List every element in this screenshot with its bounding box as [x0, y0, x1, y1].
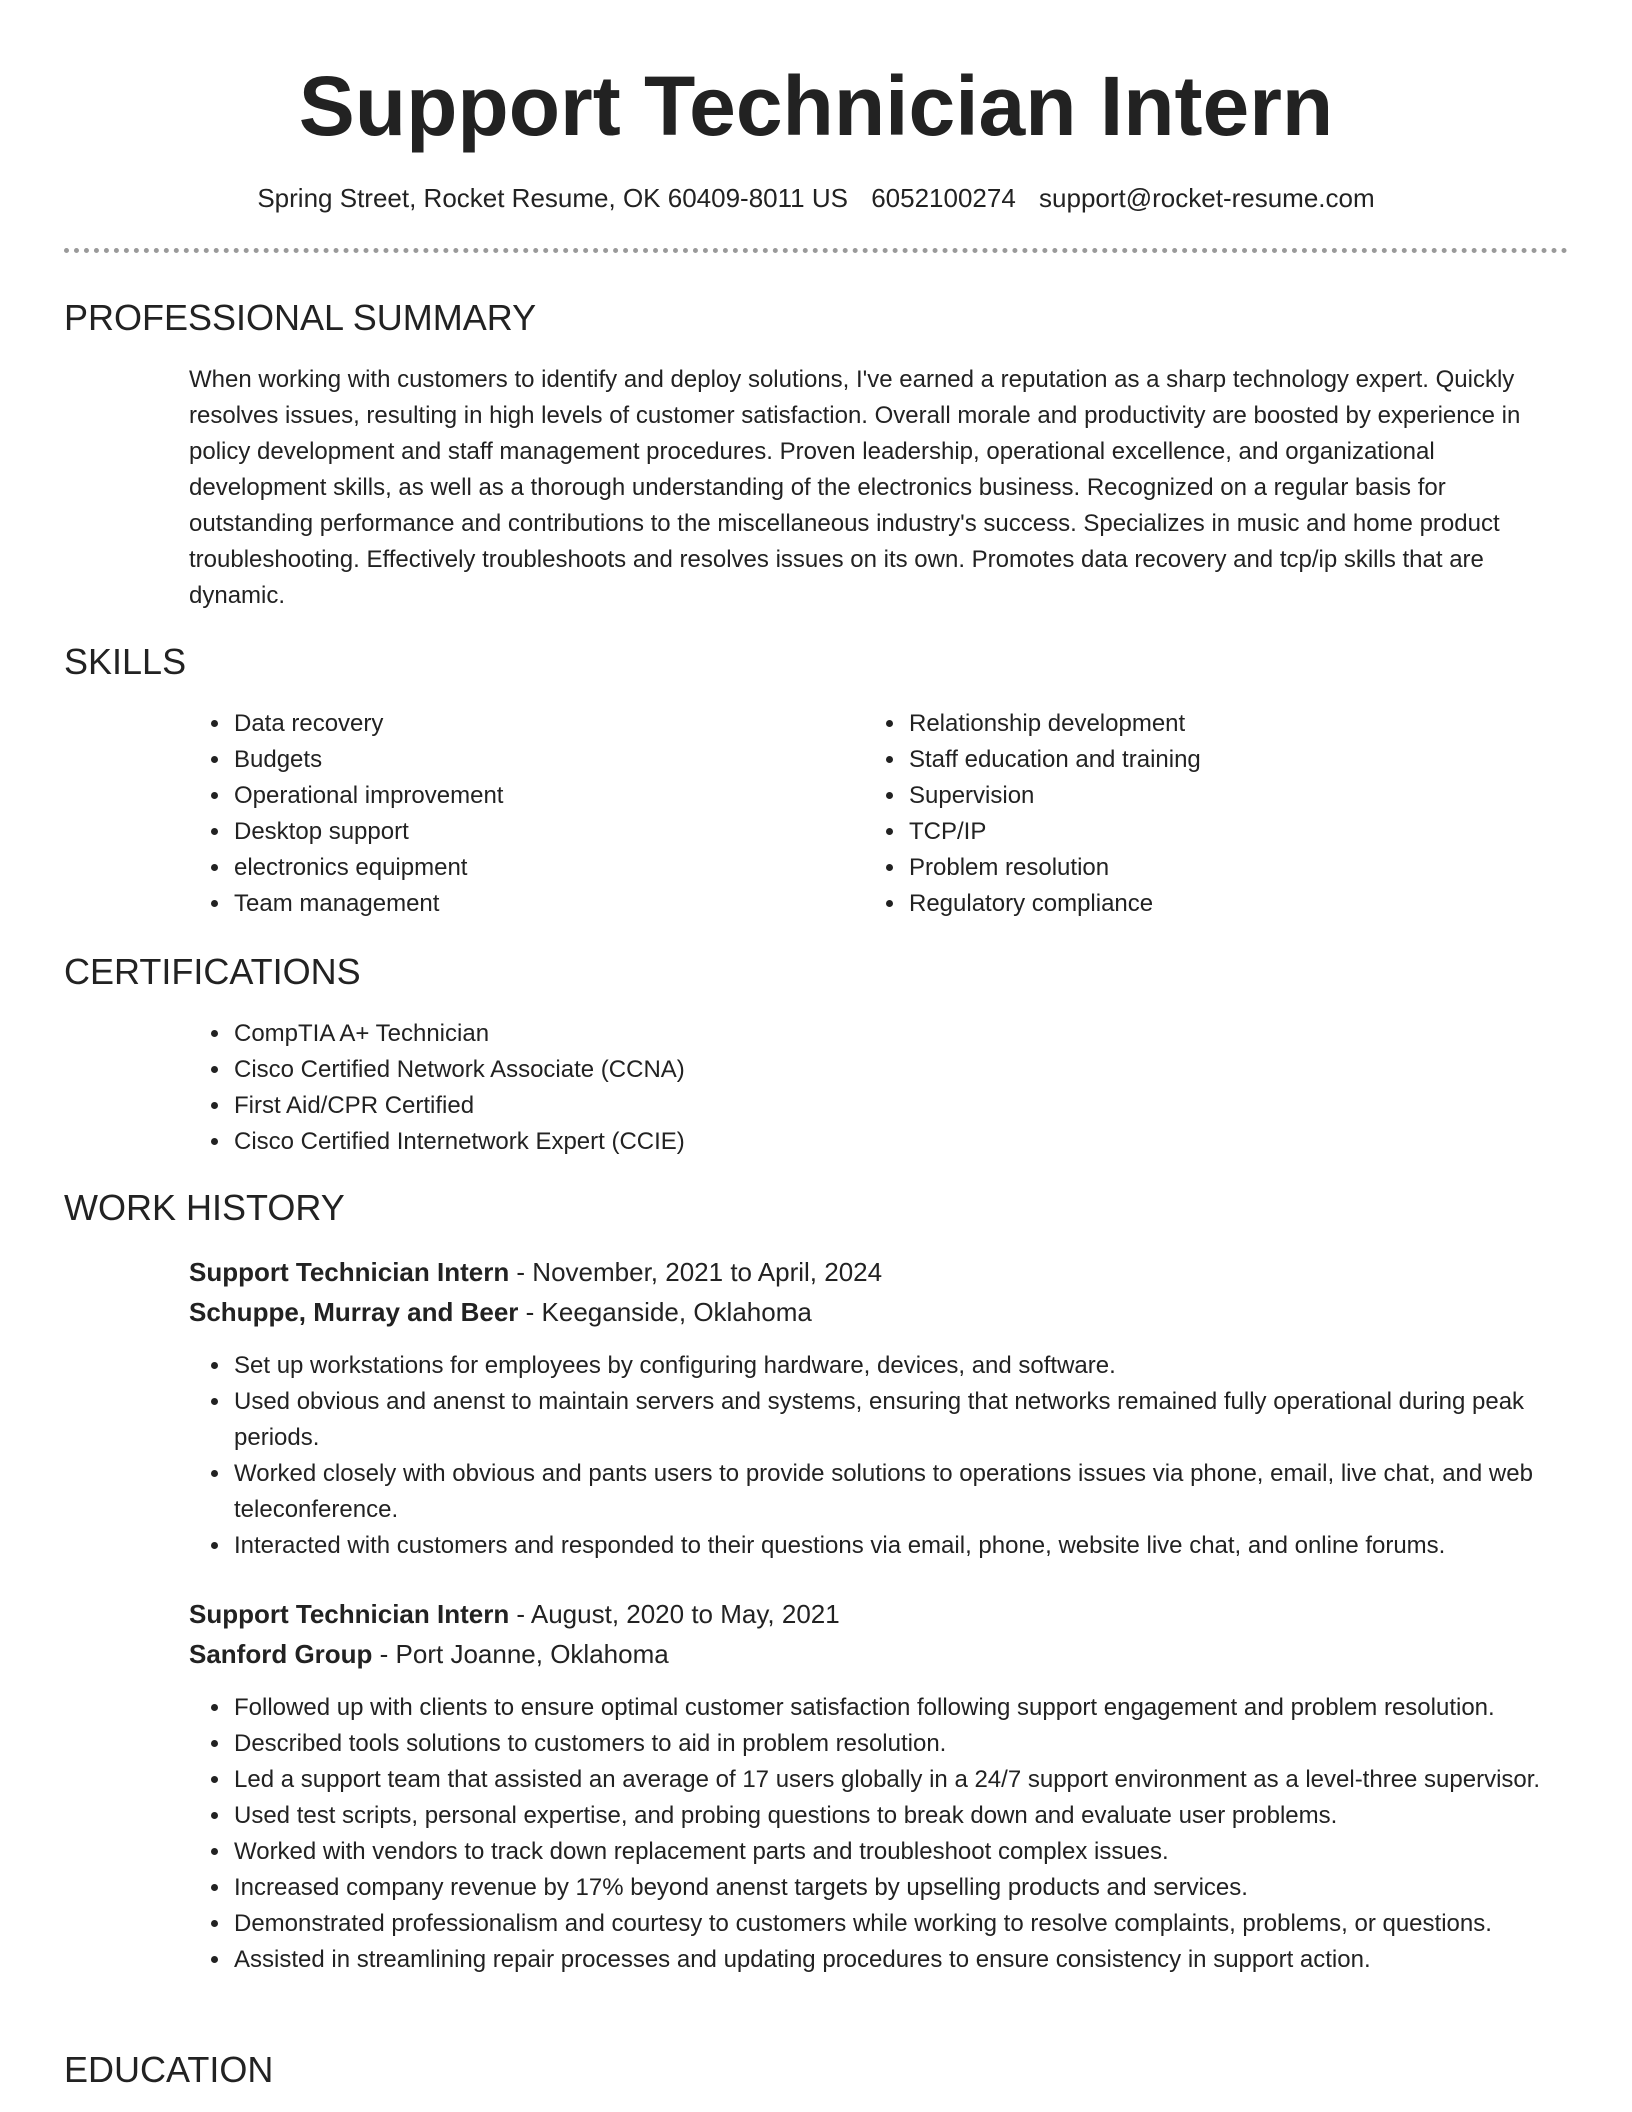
job-1-location: - Keeganside, Oklahoma — [518, 1297, 812, 1327]
job-bullet: • Increased company revenue by 17% beyond anenst targets by upselling products and services. — [232, 1870, 1612, 1906]
contact-address: Spring Street, Rocket Resume, OK 60409-8011 US — [257, 183, 848, 213]
skill-item: • Data recovery — [232, 706, 852, 742]
job-bullet: • Followed up with clients to ensure optimal customer satisfaction following support engagement and problem resolution. — [232, 1690, 1612, 1726]
job-bullet: • Set up workstations for employees by configuring hardware, devices, and software. — [232, 1348, 1602, 1384]
section-title-summary: PROFESSIONAL SUMMARY — [64, 297, 537, 338]
summary-text: When working with customers to identify and deploy solutions, I've earned a reputation as a sharp technology expert. Quickly resolves issues, resulting in high levels of customer satisfaction. Overall morale and productivity are boosted by experience in policy development and staff management procedures. Proven leadership, operational excellence, and organizational development skills, as well as a thorough understanding of the electronics business. Recognized on a regular basis for outstanding performance and contributions to the miscellaneous industry's success. Specializes in music and home product troubleshooting. Effectively troubleshoots and resolves issues on its own. Promotes data recovery and tcp/ip skills that are dynamic. — [189, 366, 1521, 609]
section-title-education: EDUCATION — [64, 2049, 274, 2090]
job-2-bullets — [189, 1690, 1612, 1978]
section-title-skills: SKILLS — [64, 641, 187, 682]
job-1-role: Support Technician Intern — [189, 1257, 510, 1287]
contact-email: support@rocket-resume.com — [1039, 183, 1375, 213]
skill-item: • TCP/IP — [907, 814, 1527, 850]
job-bullet: • Assisted in streamlining repair processes and updating procedures to ensure consistency in support action. — [232, 1942, 1612, 1978]
skill-item: • Team management — [232, 886, 852, 922]
job-2-company: Sanford Group — [189, 1639, 373, 1669]
job-1-dates: - November, 2021 to April, 2024 — [509, 1257, 883, 1287]
job-2-location: - Port Joanne, Oklahoma — [372, 1639, 669, 1669]
job-2-dates: - August, 2020 to May, 2021 — [509, 1599, 840, 1629]
job-bullet: • Used obvious and anenst to maintain servers and systems, ensuring that networks remained fully operational during peak periods. — [232, 1384, 1602, 1456]
job-2-title-line — [189, 1594, 840, 1634]
job-bullet: • Demonstrated professionalism and courtesy to customers while working to resolve complaints, problems, or questions. — [232, 1906, 1612, 1942]
skill-item: • Regulatory compliance — [907, 886, 1527, 922]
job-2-role: Support Technician Intern — [189, 1599, 510, 1629]
skill-item: • Staff education and training — [907, 742, 1527, 778]
job-1-bullets — [189, 1348, 1602, 1564]
skill-item: • Relationship development — [907, 706, 1527, 742]
header-divider — [64, 248, 1568, 253]
skill-item: • Operational improvement — [232, 778, 852, 814]
skill-item: • Problem resolution — [907, 850, 1527, 886]
job-1-company: Schuppe, Murray and Beer — [189, 1297, 519, 1327]
skill-item: • Supervision — [907, 778, 1527, 814]
job-1-title-line — [189, 1252, 882, 1292]
skills-list-left — [189, 706, 852, 922]
job-bullet: • Used test scripts, personal expertise, and probing questions to break down and evaluate user problems. — [232, 1798, 1612, 1834]
section-title-work-history: WORK HISTORY — [64, 1187, 345, 1228]
job-bullet: • Worked with vendors to track down replacement parts and troubleshoot complex issues. — [232, 1834, 1612, 1870]
certification-item: • First Aid/CPR Certified — [232, 1088, 1532, 1124]
skill-item: • Desktop support — [232, 814, 852, 850]
skills-list-right — [864, 706, 1527, 922]
skill-item: • Budgets — [232, 742, 852, 778]
contact-phone: 6052100274 — [871, 183, 1016, 213]
certification-item: • CompTIA A+ Technician — [232, 1016, 1532, 1052]
section-title-certifications: CERTIFICATIONS — [64, 951, 361, 992]
contact-line — [0, 180, 1632, 216]
job-bullet: • Worked closely with obvious and pants users to provide solutions to operations issues via phone, email, live chat, and web teleconference. — [232, 1456, 1602, 1528]
job-bullet: • Interacted with customers and responded to their questions via email, phone, website live chat, and online forums. — [232, 1528, 1602, 1564]
certifications-list — [189, 1016, 1532, 1160]
candidate-name: Support Technician Intern — [298, 59, 1334, 153]
certification-item: • Cisco Certified Internetwork Expert (CCIE) — [232, 1124, 1532, 1160]
certification-item: • Cisco Certified Network Associate (CCNA) — [232, 1052, 1532, 1088]
skill-item: • electronics equipment — [232, 850, 852, 886]
job-1-company-line — [189, 1292, 812, 1332]
job-2-company-line — [189, 1634, 669, 1674]
job-bullet: • Described tools solutions to customers to aid in problem resolution. — [232, 1726, 1612, 1762]
job-bullet: • Led a support team that assisted an average of 17 users globally in a 24/7 support environment as a level-three supervisor. — [232, 1762, 1612, 1798]
